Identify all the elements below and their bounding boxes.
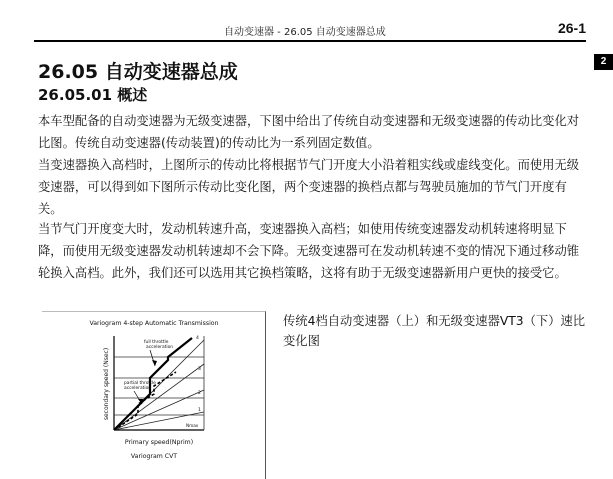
annotation-partial-line1: partial throttle — [124, 381, 156, 386]
variogram-diagram — [42, 312, 266, 479]
gear-label-3: 3 — [198, 367, 201, 372]
figure-subtitle: Variogram CVT — [130, 453, 178, 460]
annotation-full-line2: acceleration — [146, 345, 174, 350]
section-title: 26.05 自动变速器总成 — [38, 61, 238, 83]
figure-title: Variogram 4-step Automatic Transmission — [89, 320, 219, 327]
page-number: 26-1 — [557, 20, 586, 36]
paragraph-3: 当节气门开度变大时，发动机转速升高，变速器换入高档；如使用传统变速器发动机转速将明显下降，而使用无级变速器发动机转速却不会下降。无级变速器可在发动机转速不变的情况下通过移动锥轮换入高档。此外，我们还可以选用其它换档策略，这将有助于无级变速器新用户更快的接受它。 — [38, 222, 580, 280]
paragraph-2: 当变速器换入高档时，上图所示的传动比将根据节气门开度大小沿着粗实线或虚线变化。而使用无级变速器，可以得到如下图所示传动比变化图，两个变速器的换档点都与驾驶员施加的节气门开度有关。 — [38, 158, 580, 216]
gear-label-4: 4 — [196, 336, 199, 341]
paragraph-1: 本车型配备的自动变速器为无级变速器，下图中给出了传统自动变速器和无级变速器的传动比变化对比图。传统自动变速器(传动装置)的传动比为一系列固定数值。 — [38, 114, 580, 150]
figure-caption: 传统4档自动变速器（上）和无级变速器VT3（下）速比变化图 — [283, 314, 586, 348]
y-axis-label: secondary speed (Nsec) — [103, 347, 110, 421]
chapter-tab: 2 — [594, 54, 613, 70]
page-header — [34, 0, 586, 42]
annotation-full-line1: full throttle — [144, 340, 169, 345]
x-axis-label: Primary speed(Nprim) — [124, 439, 194, 446]
annotation-partial-line2: acceleration — [124, 386, 152, 391]
variogram-figure — [42, 311, 266, 479]
gear-label-1: 1 — [198, 408, 201, 413]
subsection-title: 26.05.01 概述 — [38, 86, 148, 104]
gear-label-2: 2 — [198, 391, 201, 396]
header-section-title: 自动变速器 - 26.05 自动变速器总成 — [224, 27, 386, 38]
corner-label: Nmax — [186, 423, 199, 428]
